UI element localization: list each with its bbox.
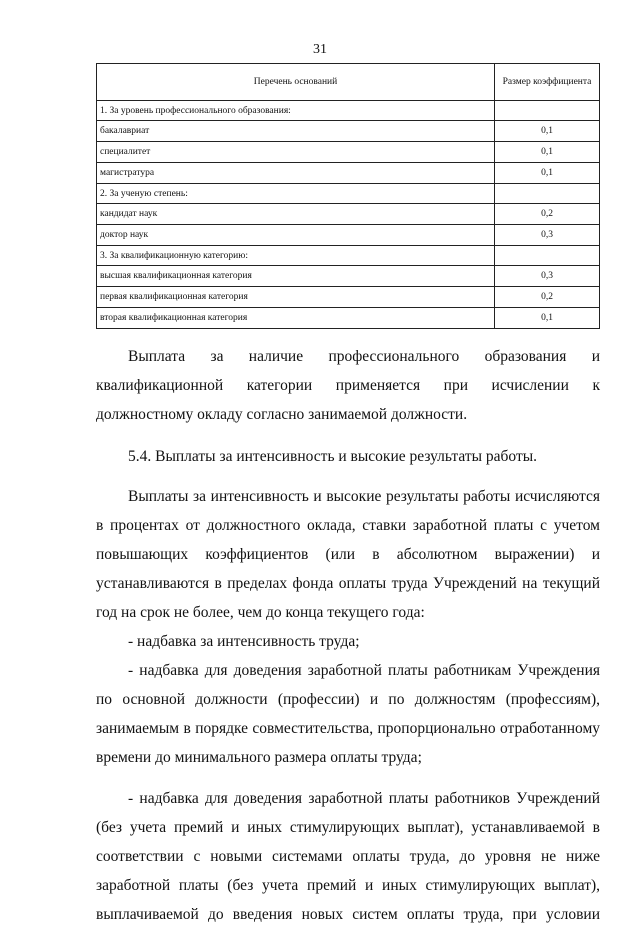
table-row (97, 142, 600, 163)
coefficient-table (96, 63, 600, 329)
row-value: 0,1 (495, 121, 600, 142)
table-row (97, 121, 600, 142)
table-row (97, 163, 600, 184)
list-item: - надбавка для доведения заработной платы работникам Учреждения по основной должности (профессии) и по должностям (профессиям), занимаемым в порядке совместительства, пропорционально отработанному времени до минимального размера оплаты труда; (96, 662, 600, 766)
row-label: доктор наук (97, 225, 495, 246)
table-row (97, 287, 600, 308)
table-row (97, 308, 600, 329)
row-label: 1. За уровень профессионального образования: (97, 101, 495, 121)
table-row (97, 246, 600, 266)
row-value: 0,1 (495, 308, 600, 329)
row-label: магистратура (97, 163, 495, 184)
row-label: 2. За ученую степень: (97, 184, 495, 204)
paragraph: Выплаты за интенсивность и высокие результаты работы исчисляются в процентах от должностного оклада, ставки заработной платы с учетом повышающих коэффициентов (или в абсолютном выражении) и устанавливаются в пределах фонда оплаты труда Учреждений на текущий год на срок не более, чем до конца текущего года: (96, 488, 600, 621)
table-row (97, 225, 600, 246)
row-value: 0,2 (495, 287, 600, 308)
row-value (495, 246, 600, 266)
row-label: 3. За квалификационную категорию: (97, 246, 495, 266)
row-label: бакалавриат (97, 121, 495, 142)
row-value: 0,2 (495, 204, 600, 225)
table-row (97, 184, 600, 204)
table-row (97, 266, 600, 287)
row-label: вторая квалификационная категория (97, 308, 495, 329)
row-value (495, 184, 600, 204)
list-item: - надбавка для доведения заработной платы работников Учреждений (без учета премий и иных стимулирующих выплат), устанавливаемой в соответствии с новыми системами оплаты труда, до уровня не ниже заработной платы (без учета премий и иных стимулирующих выплат), выплачиваемой до введения новых систем оплаты труда, при условии (96, 790, 600, 923)
body-text (96, 342, 600, 929)
header-basis: Перечень оснований (97, 64, 495, 101)
row-label: специалитет (97, 142, 495, 163)
header-coefficient: Размер коэффициента (495, 64, 600, 101)
list-item: - надбавка за интенсивность труда; (128, 633, 360, 650)
row-value: 0,1 (495, 163, 600, 184)
row-label: высшая квалификационная категория (97, 266, 495, 287)
row-value (495, 101, 600, 121)
table-row (97, 101, 600, 121)
row-value: 0,3 (495, 266, 600, 287)
table-row (97, 204, 600, 225)
row-value: 0,3 (495, 225, 600, 246)
page-number: 31 (313, 42, 327, 57)
table-header-row (97, 64, 600, 101)
row-label: первая квалификационная категория (97, 287, 495, 308)
row-label: кандидат наук (97, 204, 495, 225)
row-value: 0,1 (495, 142, 600, 163)
paragraph: Выплата за наличие профессионального образования и квалификационной категории применяется при исчислении к должностному окладу согласно занимаемой должности. (96, 348, 600, 423)
section-heading: 5.4. Выплаты за интенсивность и высокие результаты работы. (128, 448, 538, 465)
